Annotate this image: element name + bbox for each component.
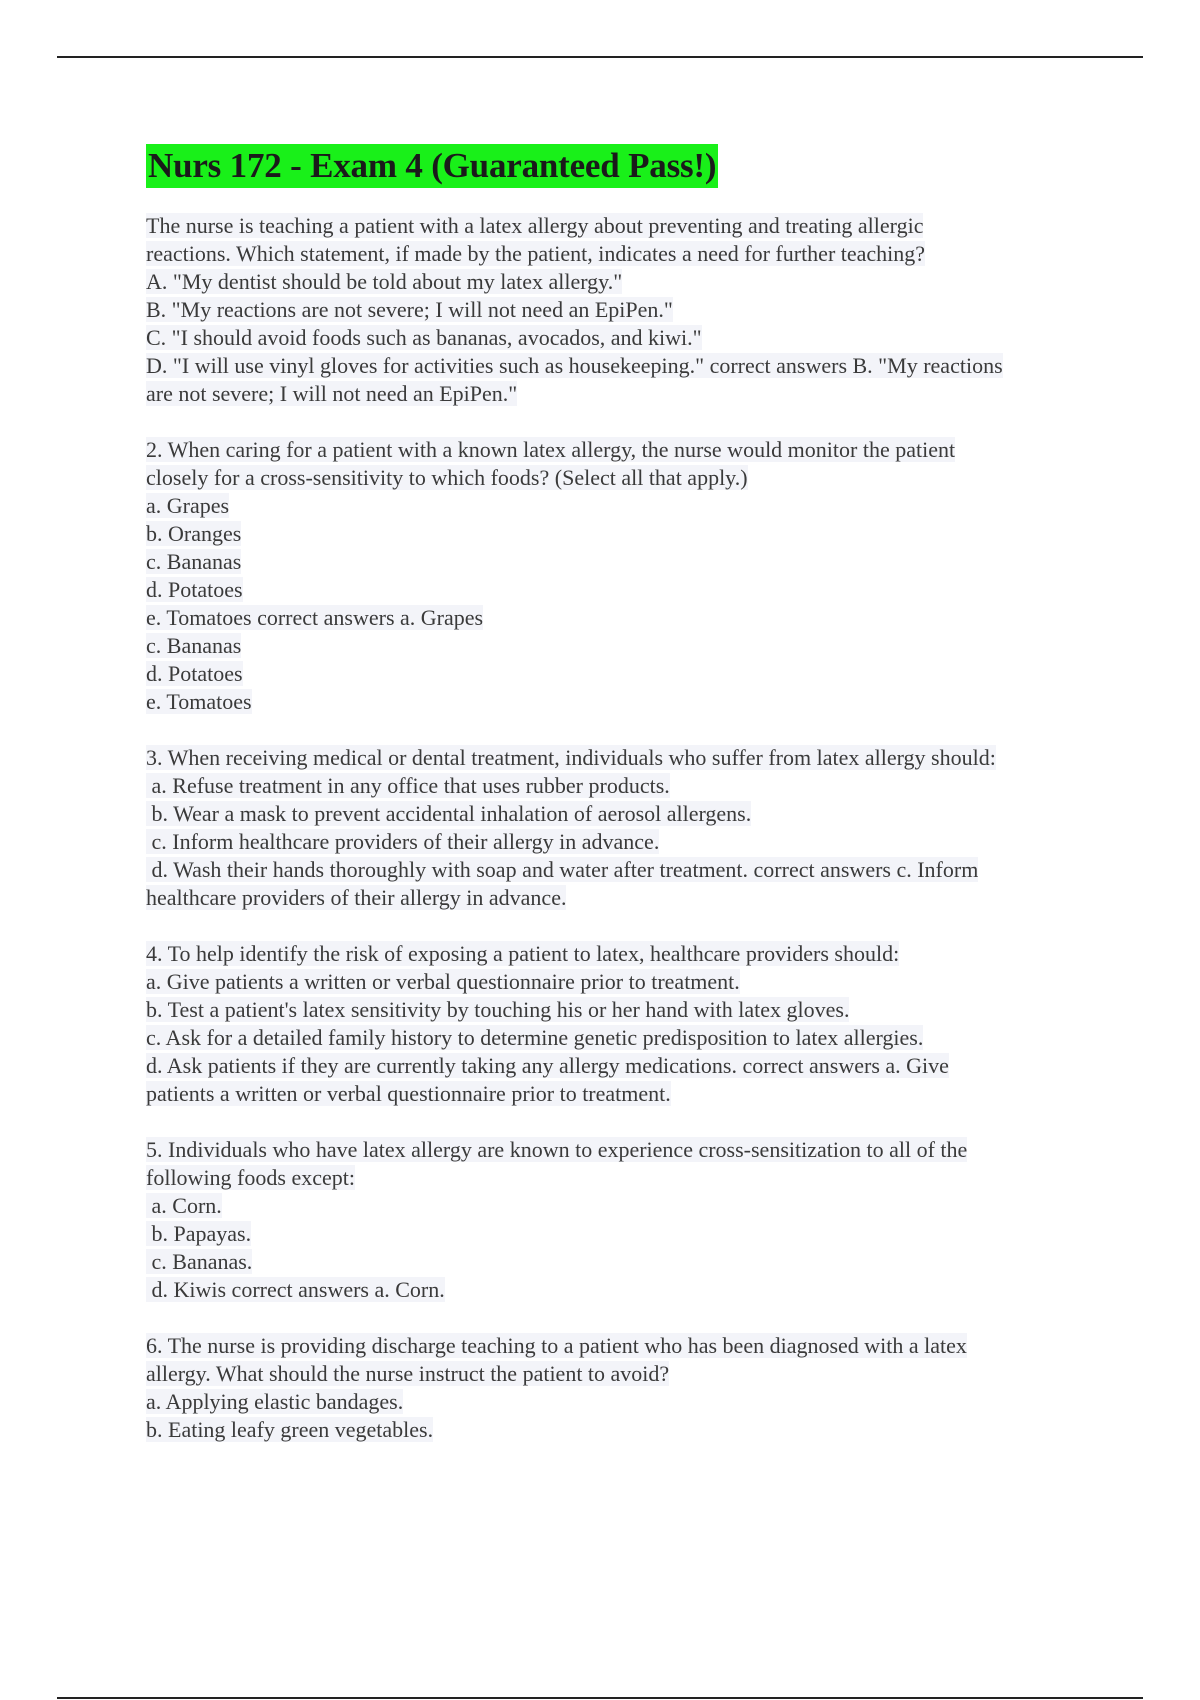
answer-option: b. Oranges — [146, 521, 242, 546]
question-5 — [146, 1136, 1106, 1304]
question-3 — [146, 744, 1106, 912]
answer-option: b. Papayas. — [146, 1221, 252, 1246]
bottom-rule — [57, 1697, 1143, 1699]
question-line: 3. When receiving medical or dental treatment, individuals who suffer from latex allergy should: — [146, 745, 996, 770]
question-line: allergy. What should the nurse instruct the patient to avoid? — [146, 1361, 670, 1386]
correct-answer: e. Tomatoes — [146, 689, 252, 714]
question-line: 2. When caring for a patient with a known latex allergy, the nurse would monitor the patient — [146, 437, 956, 462]
correct-answer: healthcare providers of their allergy in advance. — [146, 885, 567, 910]
answer-option: d. Wash their hands thoroughly with soap and water after treatment. correct answers c. Inform — [146, 857, 979, 882]
top-rule — [57, 56, 1143, 58]
answer-option: d. Kiwis correct answers a. Corn. — [146, 1277, 445, 1302]
correct-answer: patients a written or verbal questionnaire prior to treatment. — [146, 1081, 671, 1106]
answer-option: c. Inform healthcare providers of their allergy in advance. — [146, 829, 660, 854]
question-line: reactions. Which statement, if made by the patient, indicates a need for further teaching? — [146, 241, 926, 266]
answer-option: c. Bananas. — [146, 1249, 253, 1274]
question-line: following foods except: — [146, 1165, 355, 1190]
answer-option: c. Bananas — [146, 549, 242, 574]
answer-option: a. Applying elastic bandages. — [146, 1389, 404, 1414]
answer-option: e. Tomatoes correct answers a. Grapes — [146, 605, 484, 630]
question-4 — [146, 940, 1106, 1108]
question-2 — [146, 436, 1106, 716]
question-line: 5. Individuals who have latex allergy are known to experience cross-sensitization to all of the — [146, 1137, 968, 1162]
answer-option: d. Ask patients if they are currently taking any allergy medications. correct answers a. Give — [146, 1053, 949, 1078]
answer-option: b. Test a patient's latex sensitivity by touching his or her hand with latex gloves. — [146, 997, 850, 1022]
correct-answer: c. Bananas — [146, 633, 242, 658]
answer-option: b. Eating leafy green vegetables. — [146, 1417, 434, 1442]
question-1 — [146, 212, 1106, 408]
answer-option: d. Potatoes — [146, 577, 243, 602]
answer-option: b. Wear a mask to prevent accidental inhalation of aerosol allergens. — [146, 801, 752, 826]
answer-option: c. Ask for a detailed family history to determine genetic predisposition to latex allergies. — [146, 1025, 924, 1050]
answer-option: a. Give patients a written or verbal questionnaire prior to treatment. — [146, 969, 740, 994]
document-body — [146, 144, 1106, 1472]
question-line: 6. The nurse is providing discharge teaching to a patient who has been diagnosed with a latex — [146, 1333, 967, 1358]
answer-option: C. "I should avoid foods such as bananas, avocados, and kiwi." — [146, 325, 702, 350]
question-line: 4. To help identify the risk of exposing a patient to latex, healthcare providers should: — [146, 941, 900, 966]
answer-option: D. "I will use vinyl gloves for activities such as housekeeping." correct answers B. "My reactions — [146, 353, 1003, 378]
question-line: The nurse is teaching a patient with a latex allergy about preventing and treating allergic — [146, 213, 924, 238]
question-line: closely for a cross-sensitivity to which foods? (Select all that apply.) — [146, 465, 748, 490]
question-6 — [146, 1332, 1106, 1444]
answer-option: A. "My dentist should be told about my latex allergy." — [146, 269, 623, 294]
answer-option: B. "My reactions are not severe; I will not need an EpiPen." — [146, 297, 673, 322]
correct-answer: d. Potatoes — [146, 661, 243, 686]
answer-option: a. Corn. — [146, 1193, 222, 1218]
correct-answer: are not severe; I will not need an EpiPen." — [146, 381, 518, 406]
answer-option: a. Refuse treatment in any office that uses rubber products. — [146, 773, 670, 798]
answer-option: a. Grapes — [146, 493, 230, 518]
document-title: Nurs 172 - Exam 4 (Guaranteed Pass!) — [146, 144, 718, 188]
